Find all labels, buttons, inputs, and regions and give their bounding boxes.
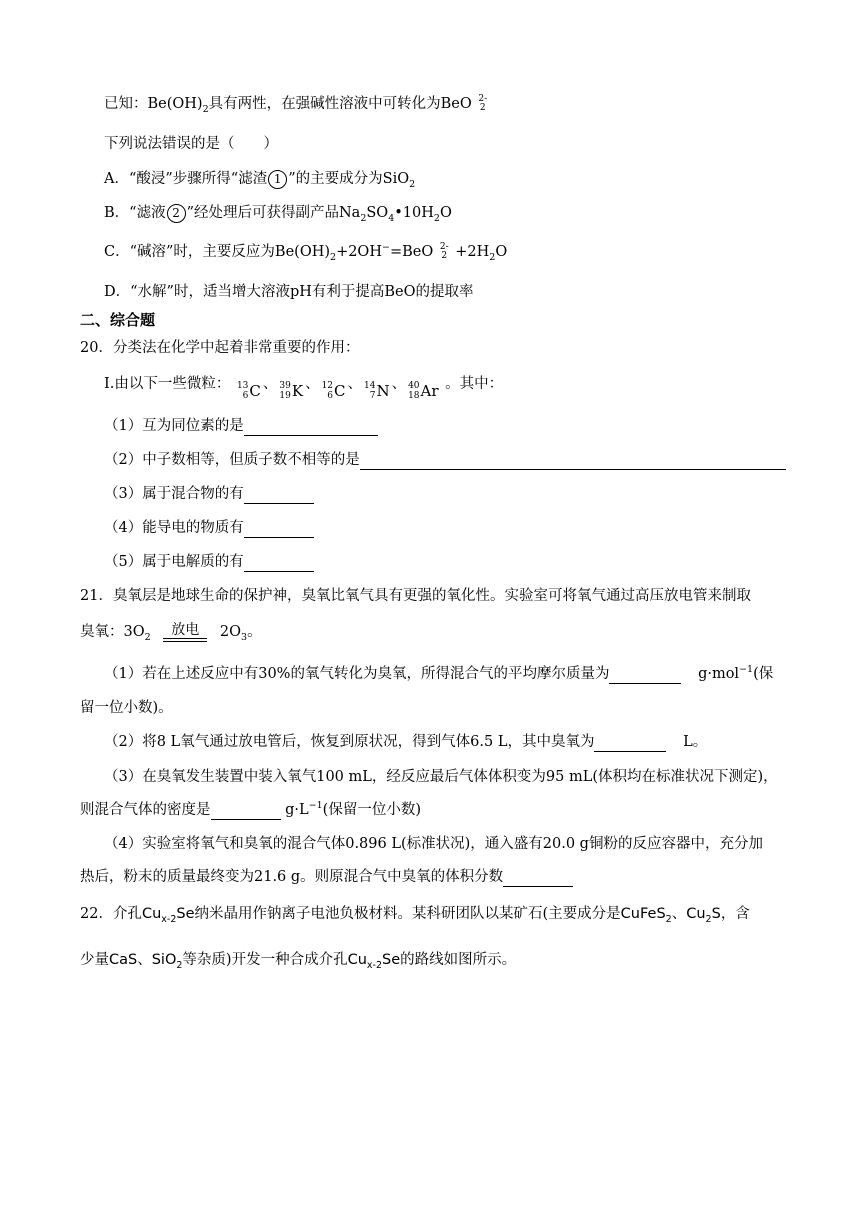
answer-blank[interactable] <box>244 555 314 572</box>
section-heading: 二、综合题 <box>80 311 156 329</box>
answer-blank[interactable] <box>244 419 378 436</box>
answer-blank[interactable] <box>503 870 573 887</box>
atomic-number: 7 <box>369 391 376 401</box>
nuclide <box>364 381 390 401</box>
q19-option-d: D．“水解”时，适当增大溶液pH有利于提高BeO的提取率 <box>104 284 474 300</box>
q20-item-2: （2）中子数相等，但质子数不相等的是 <box>104 450 786 470</box>
nuclide <box>237 381 261 401</box>
mass-number: 12 <box>321 381 334 391</box>
q21-line-2: 臭氧：$3O_2$ 放电 $2O_3$。 <box>80 622 262 643</box>
separator: 、 <box>262 376 278 392</box>
q20-item-3: （3）属于混合物的有 <box>104 484 314 504</box>
q19-option-a: A．“酸浸”步骤所得“滤渣 1 ”的主要成分为SiO$_2$ <box>104 171 416 190</box>
element-symbol: C <box>334 382 346 400</box>
q19-option-b: B．“滤液 2 ”经处理后可获得副产品$Na_2SO_4•10H_2O$ <box>104 205 452 224</box>
q20-item-4: （4）能导电的物质有 <box>104 518 314 538</box>
q19-stem: 下列说法错误的是（ ） <box>104 136 278 152</box>
element-symbol: N <box>376 382 390 400</box>
element-symbol: Ar <box>420 382 439 400</box>
nuclide <box>322 381 346 401</box>
circled-number-2: 2 <box>167 204 186 223</box>
nuclide <box>279 381 303 401</box>
mass-number: 13 <box>236 381 249 391</box>
mass-number: 39 <box>279 381 291 391</box>
nuclide <box>408 381 438 401</box>
q21-part-1-cont: 留一位小数)。 <box>80 700 173 716</box>
q21-part-1: （1）若在上述反应中有30%的氧气转化为臭氧，所得混合气的平均摩尔质量为 g·mol$^{-1}$(保 <box>104 664 774 682</box>
q21-part-4-cont: 热后，粉末的质量最终变为21.6 g。则原混合气中臭氧的体积分数 <box>80 867 573 887</box>
answer-blank[interactable] <box>244 487 314 504</box>
q21-part-3-cont: 则混合气体的密度是 $g\cdot L^{-1}$(保留一位小数) <box>80 800 421 818</box>
answer-blank[interactable] <box>211 803 281 820</box>
mass-number: 40 <box>408 381 420 391</box>
answer-blank[interactable] <box>244 521 314 538</box>
answer-blank[interactable] <box>609 667 681 684</box>
answer-blank[interactable] <box>360 453 786 470</box>
atomic-number: 19 <box>279 391 291 401</box>
reaction-condition: 放电 <box>163 622 207 642</box>
q19-option-c: C．“碱溶”时，主要反应为$Be(OH)_2+2OH^-=BeO$ 2- 2 $+2H_2O$ <box>104 242 508 263</box>
element-symbol: K <box>291 382 304 400</box>
q21-part-2: （2）将8 L氧气通过放电管后，恢复到原状况，得到气体6.5 L，其中臭氧为 L。 <box>104 734 708 750</box>
q20-item-5: （5）属于电解质的有 <box>104 552 314 572</box>
q20-item-1: （1）互为同位素的是 <box>104 416 378 436</box>
atomic-number: 6 <box>242 391 249 401</box>
q22-line-2: 少量CaS、SiO$_2$等杂质)开发一种合成介孔$Cu_{x-2}Se$的路线如图所示。 <box>80 952 517 971</box>
q22-line-1: 22．介孔$Cu_{x-2}Se$纳米晶用作钠离子电池负极材料。某科研团队以某矿石(主要成分是CuFeS$_2$、$Cu_2S$，含 <box>80 906 750 925</box>
separator: 、 <box>347 376 362 392</box>
q20-intro: I.由以下一些微粒： 13 6 C 、 39 19 K 、 12 6 C 、 14 7 N 、 40 18 Ar 。其中： <box>104 376 504 401</box>
q21-line-1: 21．臭氧层是地球生命的保护神，臭氧比氧气具有更强的氧化性。实验室可将氧气通过高压放电管来制取 <box>80 588 751 604</box>
q21-part-3: （3）在臭氧发生装置中装入氧气100 mL，经反应最后气体体积变为95 mL(体积均在标准状况下测定)， <box>104 769 778 785</box>
q21-part-4: （4）实验室将氧气和臭氧的混合气体0.896 L(标准状况)，通入盛有20.0 g铜粉的反应容器中，充分加 <box>104 836 763 852</box>
element-symbol: C <box>249 382 261 400</box>
separator: 、 <box>391 376 407 392</box>
q20-stem: 20．分类法在化学中起着非常重要的作用： <box>80 340 360 356</box>
mass-number: 14 <box>364 381 376 391</box>
ion-charge-superscript: 2- 2 <box>439 242 449 261</box>
q19-known: 已知：$Be(OH)_2$具有两性，在强碱性溶液中可转化为BeO 2- 2 <box>104 94 488 115</box>
atomic-number: 18 <box>408 391 420 401</box>
separator: 、 <box>305 376 320 392</box>
ion-charge-superscript: 2- 2 <box>478 94 488 113</box>
answer-blank[interactable] <box>594 735 666 752</box>
atomic-number: 6 <box>327 391 334 401</box>
circled-number-1: 1 <box>268 170 287 189</box>
